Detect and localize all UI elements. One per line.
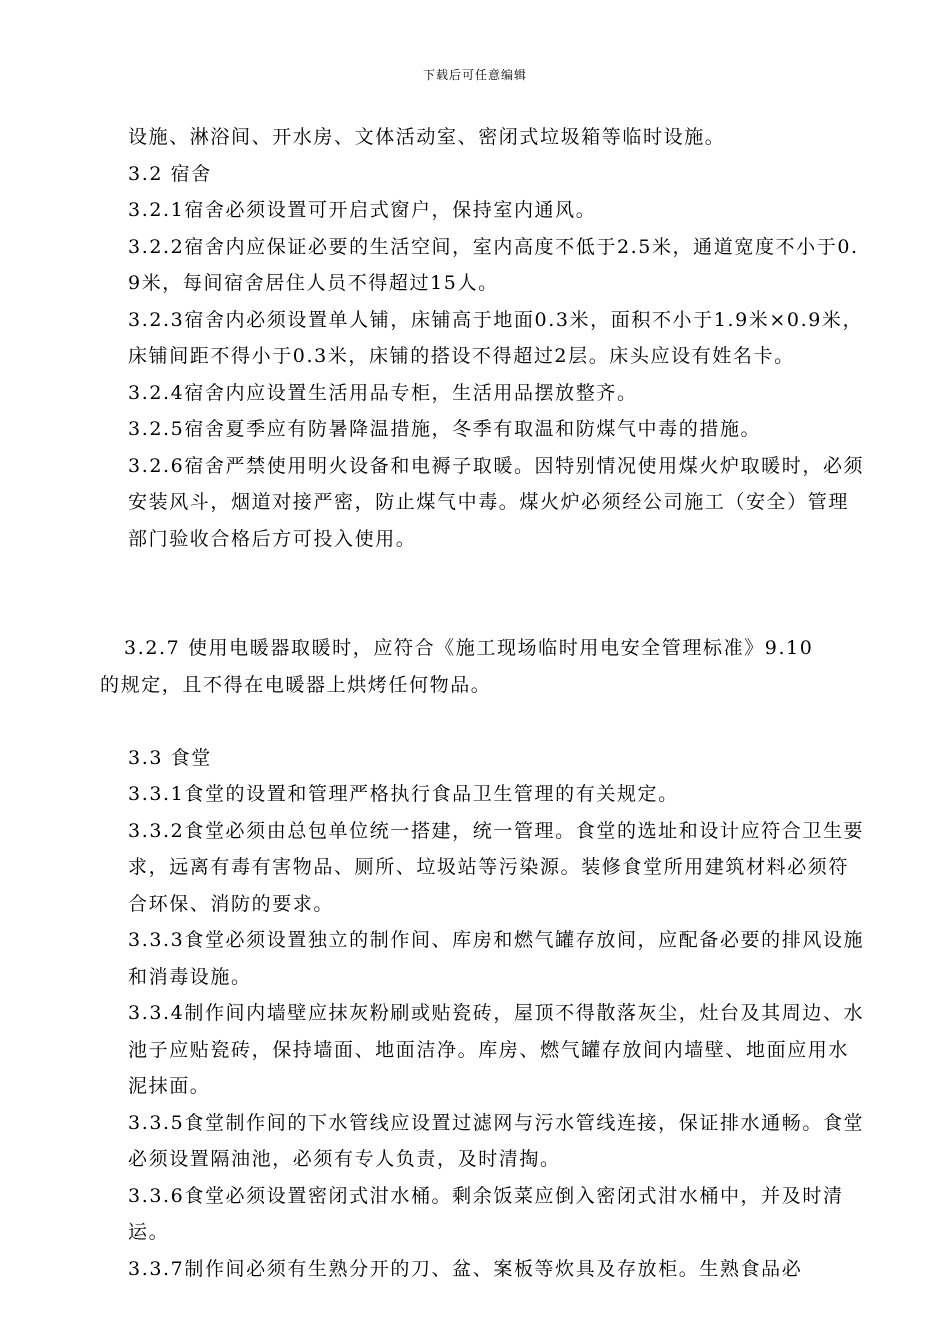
section-heading-dormitory: 3.2 宿舍 [128,162,212,185]
paragraph-facilities-continued: 设施、淋浴间、开水房、文体活动室、密闭式垃圾箱等临时设施。 [128,126,726,148]
clause-3-3-2: 3.3.2食堂必须由总包单位统一搭建，统一管理。食堂的选址和设计应符合卫生要求，远离有毒有害物品、厕所、垃圾站等污染源。装修食堂所用建筑材料必须符合环保、消防的要求。 [128,819,865,915]
clause-3-2-1: 3.2.1宿舍必须设置可开启式窗户，保持室内通风。 [128,199,597,221]
clause-3-3-7: 3.3.7制作间必须有生熟分开的刀、盆、案板等炊具及存放柜。生熟食品必 [128,1257,803,1280]
section-heading-canteen: 3.3 食堂 [128,746,212,769]
clause-3-2-7-line-1: 3.2.7 使用电暖器取暖时，应符合《施工现场临时用电安全管理标准》9.10 [124,637,814,659]
clause-3-3-1: 3.3.1食堂的设置和管理严格执行食品卫生管理的有关规定。 [128,783,679,805]
clause-3-2-2: 3.2.2宿舍内应保证必要的生活空间，室内高度不低于2.5米，通道宽度不小于0.9米，每间宿舍居住人员不得超过15人。 [128,235,859,294]
clause-3-2-4: 3.2.4宿舍内应设置生活用品专柜，生活用品摆放整齐。 [128,381,638,404]
clause-3-3-5: 3.3.5食堂制作间的下水管线应设置过滤网与污水管线连接，保证排水通畅。食堂必须设置隔油池，必须有专人负责，及时清掏。 [128,1111,865,1170]
clause-3-3-6: 3.3.6食堂必须设置密闭式泔水桶。剩余饭菜应倒入密闭式泔水桶中，并及时清运。 [128,1184,844,1243]
clause-3-3-3: 3.3.3食堂必须设置独立的制作间、库房和燃气罐存放间，应配备必要的排风设施和消毒设施。 [128,929,865,988]
clause-3-2-7-line-2: 的规定，且不得在电暖器上烘烤任何物品。 [100,673,492,696]
document-body [100,119,866,1287]
clause-3-2-3: 3.2.3宿舍内必须设置单人铺，床铺高于地面0.3米，面积不小于1.9米×0.9米，床铺间距不得小于0.3米，床铺的搭设不得超过2层。床头应设有姓名卡。 [128,308,864,367]
clause-3-3-4: 3.3.4制作间内墙壁应抹灰粉刷或贴瓷砖，屋顶不得散落灰尘，灶台及其周边、水池子应贴瓷砖，保持墙面、地面洁净。库房、燃气罐存放间内墙壁、地面应用水泥抹面。 [128,1002,865,1097]
page-header: 下载后可任意编辑 [422,68,527,82]
clause-3-2-5: 3.2.5宿舍夏季应有防暑降温措施，冬季有取温和防煤气中毒的措施。 [128,418,762,440]
clause-3-2-7 [100,557,872,740]
clause-3-2-6: 3.2.6宿舍严禁使用明火设备和电褥子取暖。因特别情况使用煤火炉取暖时，必须安装风斗，烟道对接严密，防止煤气中毒。煤火炉必须经公司施工（安全）管理部门验收合格后方可投入使用。 [128,454,865,550]
